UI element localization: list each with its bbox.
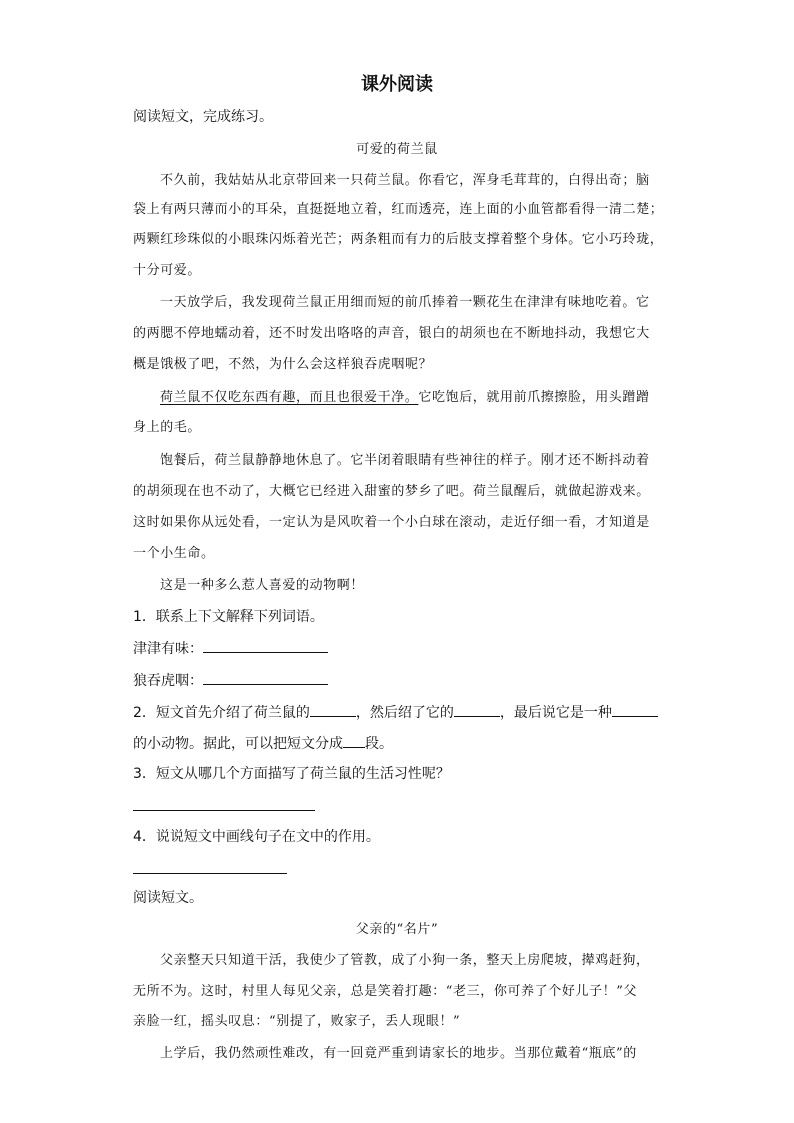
q1-answer-blank-2[interactable] xyxy=(203,670,328,685)
paragraph-line: 袋上有两只薄而小的耳朵，直挺挺地立着，红而透亮，连上面的小血管都看得一清二楚； xyxy=(133,202,664,217)
q1-word-2: 狼吞虎咽： xyxy=(133,673,203,689)
q2-text: ，最后说它是一种 xyxy=(499,705,612,721)
story-title-father: 父亲的“名片” xyxy=(355,922,439,937)
paragraph-line: 亲脸一红，摇头叹息：“别提了，败家子，丢人现眼！” xyxy=(133,1014,461,1029)
paragraph-line: 两颗红珍珠似的小眼珠闪烁着光芒；两条粗而有力的后肢支撑着整个身体。它小巧玲珑， xyxy=(133,232,664,247)
q2-text: ，然后绍了它的 xyxy=(355,705,454,721)
q2-blank-2[interactable] xyxy=(454,702,500,717)
paragraph-text: 它吃饱后，就用前爪擦擦脸，用头蹭蹭 xyxy=(418,390,650,405)
paragraph-line: 十分可爱。 xyxy=(133,263,202,278)
paragraph-line: 不久前，我姑姑从北京带回来一只荷兰鼠。你看它，浑身毛茸茸的，白得出奇；脑 xyxy=(160,173,650,188)
q2-blank-1[interactable] xyxy=(310,702,356,717)
underlined-sentence: 荷兰鼠不仅吃东西有趣，而且也很爱干净。 xyxy=(160,390,419,405)
paragraph-line: 一个小生命。 xyxy=(133,546,215,561)
question-2-cont xyxy=(133,733,393,754)
q1-word-2-row xyxy=(133,670,328,691)
paragraph-line: 的胡须现在也不动了，大概它已经进入甜蜜的梦乡了吧。荷兰鼠醒后，就做起游戏来。 xyxy=(133,484,650,499)
paragraph-line: 身上的毛。 xyxy=(133,420,202,435)
page-title: 课外阅读 xyxy=(361,74,433,95)
story-title-hamster: 可爱的荷兰鼠 xyxy=(356,142,438,157)
paragraph-line: 一天放学后，我发现荷兰鼠正用细而短的前爪捧着一颗花生在津津有味地吃着。它 xyxy=(160,295,650,310)
q2-blank-4[interactable] xyxy=(343,733,365,748)
paragraph-line: 上学后，我仍然顽性难改，有一回竟严重到请家长的地步。当那位戴着“瓶底”的 xyxy=(160,1046,637,1061)
q2-blank-3[interactable] xyxy=(612,702,658,717)
paragraph-line: 饱餐后，荷兰鼠静静地休息了。它半闭着眼睛有些神往的样子。刚才还不断抖动着 xyxy=(160,453,650,468)
question-2 xyxy=(133,702,658,723)
question-1: 1．联系上下文解释下列词语。 xyxy=(133,609,324,625)
q3-answer-line[interactable] xyxy=(133,810,315,811)
q2-text: 2．短文首先介绍了荷兰鼠的 xyxy=(133,705,310,721)
q2-text: 段。 xyxy=(365,736,393,752)
paragraph-line: 这时如果你从远处看，一定认为是风吹着一个小白球在滚动，走近仔细一看，才知道是 xyxy=(133,515,650,530)
paragraph-line: 父亲整天只知道干活，我使少了管教，成了小狗一条，整天上房爬坡，撵鸡赶狗， xyxy=(160,953,650,968)
section2-instruction: 阅读短文。 xyxy=(133,890,203,906)
paragraph-line: 这是一种多么惹人喜爱的动物啊！ xyxy=(160,578,365,593)
paragraph-line: 的两腮不停地蠕动着，还不时发出咯咯的声音，银白的胡须也在不断地抖动，我想它大 xyxy=(133,326,650,341)
q2-text: 的小动物。据此，可以把短文分成 xyxy=(133,736,343,752)
q4-answer-line[interactable] xyxy=(133,873,287,874)
question-4: 4．说说短文中画线句子在文中的作用。 xyxy=(133,829,380,845)
paragraph-line: 无所不为。这时，村里人每见父亲，总是笑着打趣：“老三，你可养了个好儿子！”父 xyxy=(133,984,638,999)
section1-instruction: 阅读短文，完成练习。 xyxy=(133,109,273,125)
underlined-sentence-line xyxy=(160,388,650,408)
q1-answer-blank-1[interactable] xyxy=(203,638,328,653)
q1-word-1: 津津有味： xyxy=(133,641,203,657)
q1-word-1-row xyxy=(133,638,328,659)
question-3: 3．短文从哪几个方面描写了荷兰鼠的生活习性呢？ xyxy=(133,766,450,782)
paragraph-line: 概是饿极了吧，不然，为什么会这样狼吞虎咽呢？ xyxy=(133,357,433,372)
